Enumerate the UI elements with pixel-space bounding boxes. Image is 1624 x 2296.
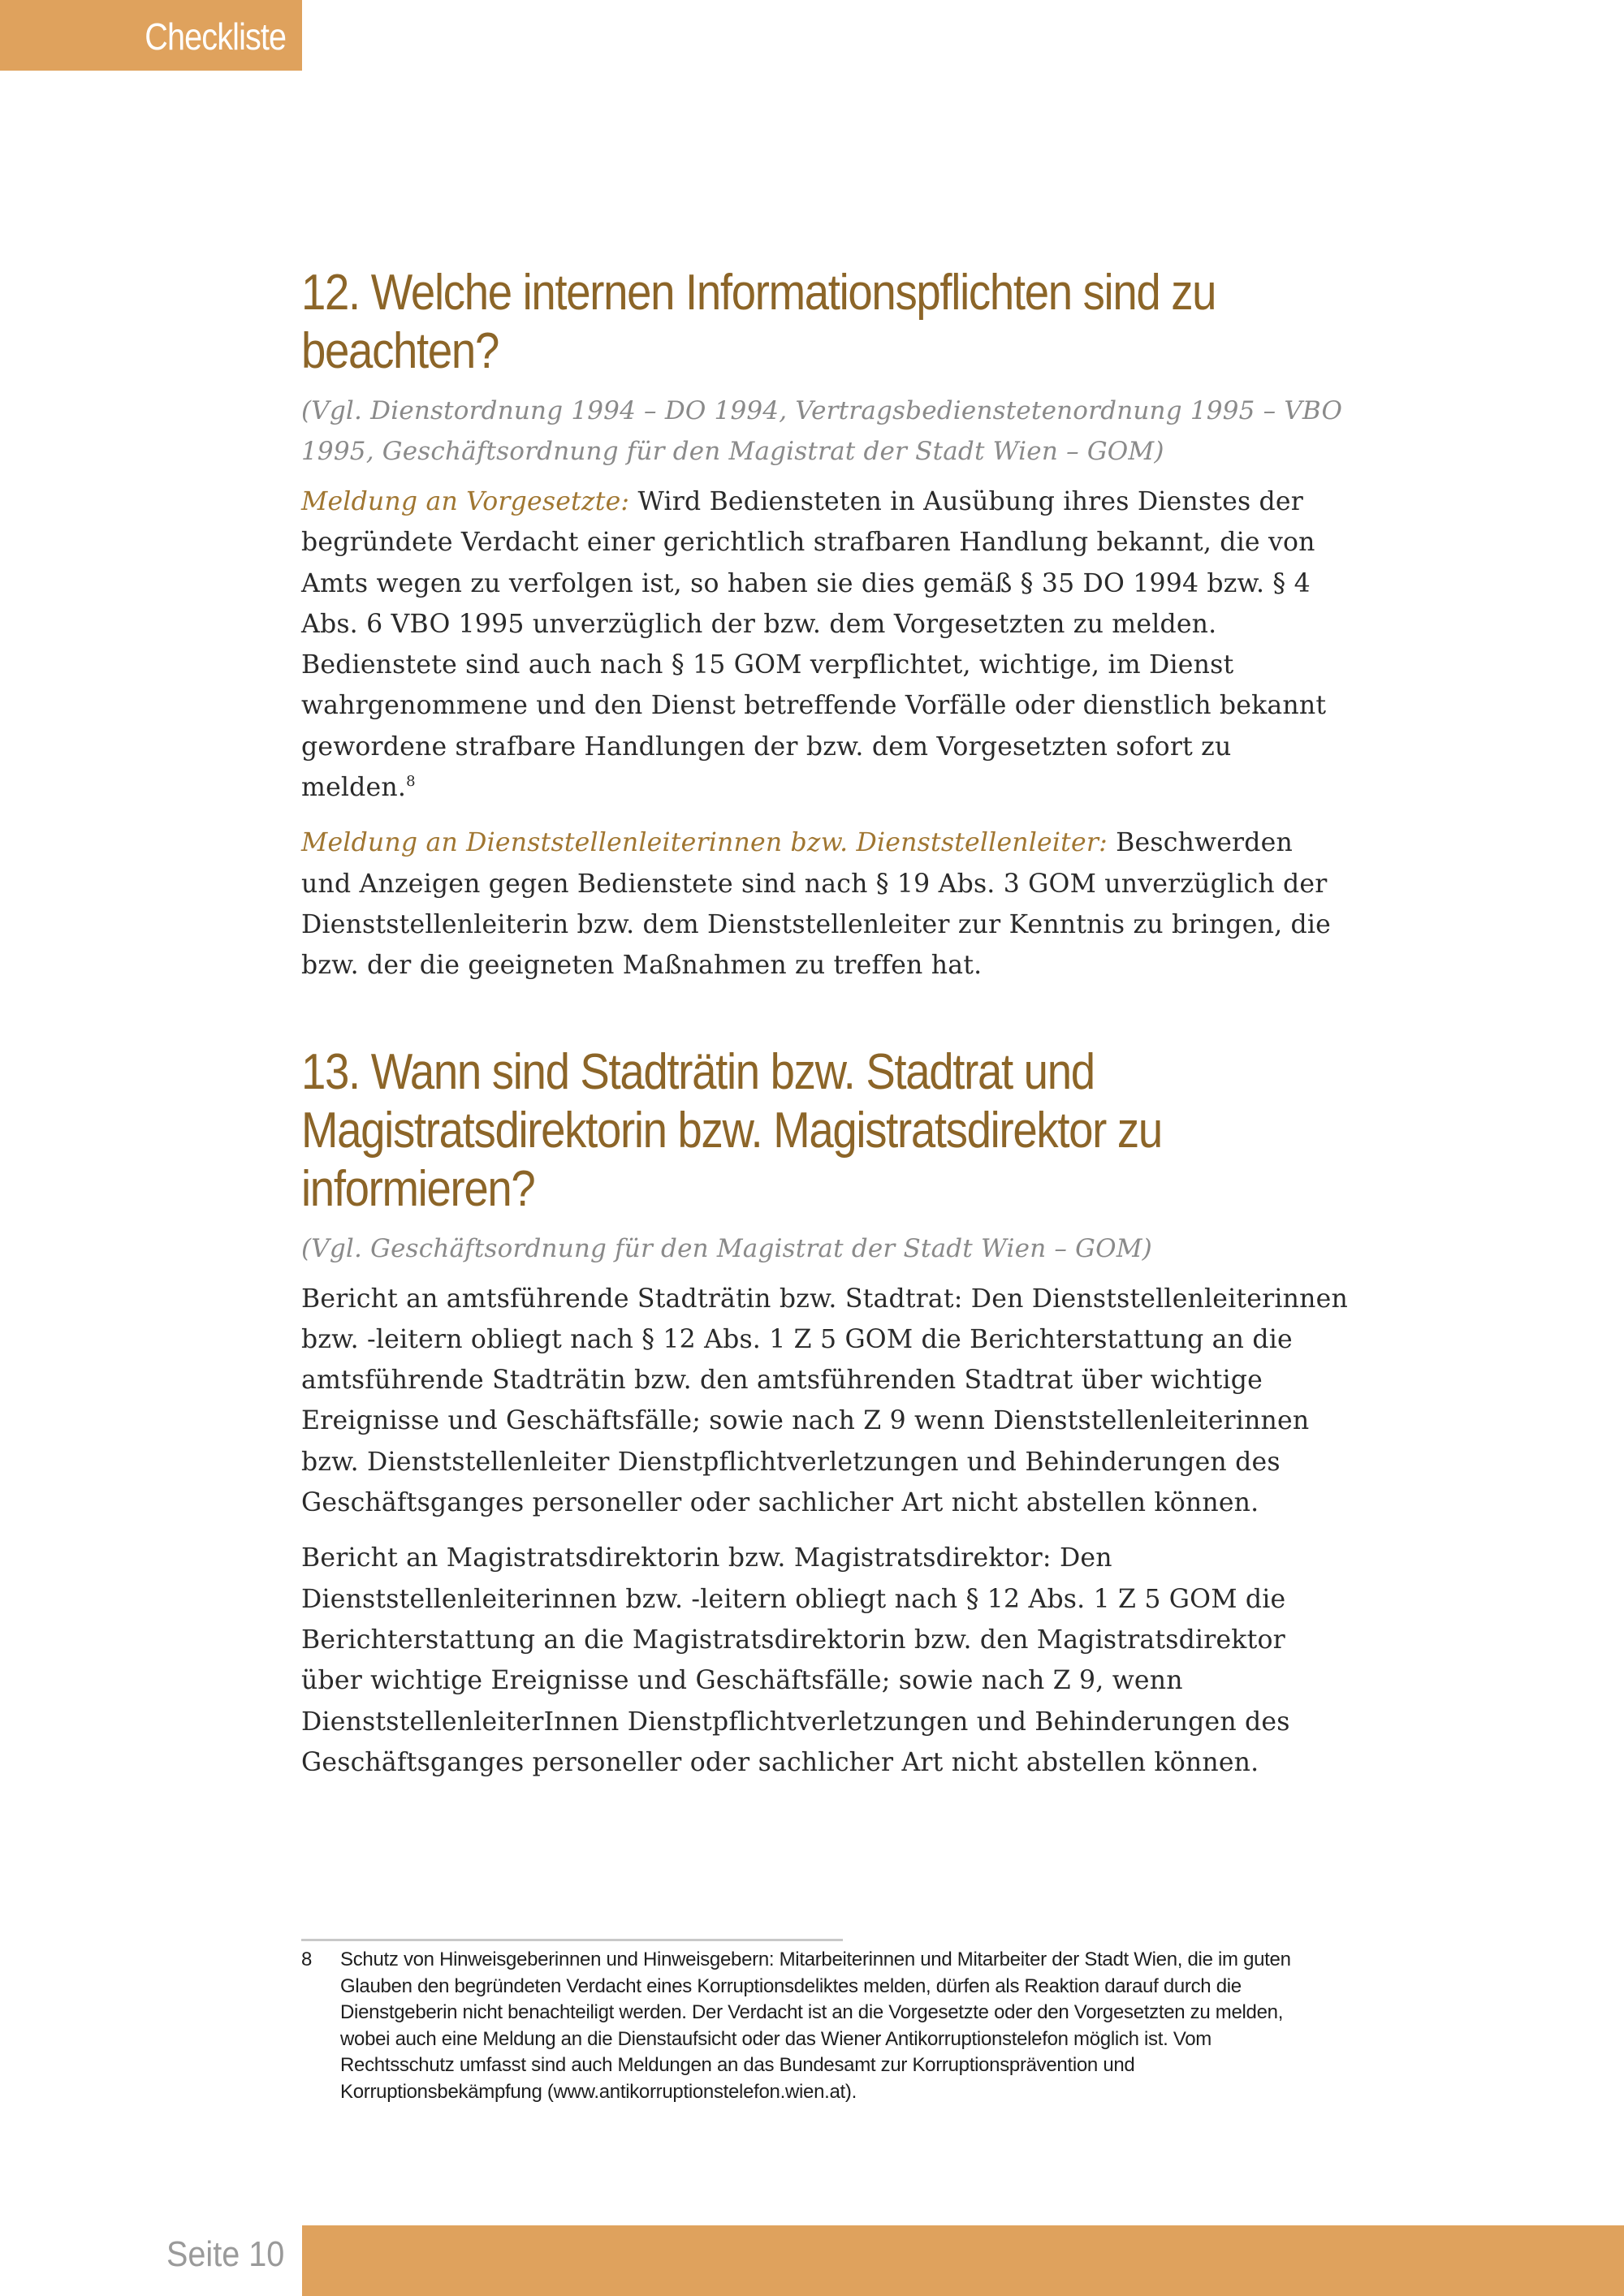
section-12-paragraph-1 xyxy=(301,481,1349,808)
section-12-paragraph-1-lead: Meldung an Vorgesetzte: xyxy=(301,487,630,516)
section-12-reference: (Vgl. Dienstordnung 1994 – DO 1994, Vertragsbedienstetenordnung 1995 – VBO 1995, Geschäftsordnung für den Magistrat der Stadt Wien – GOM) xyxy=(301,396,1343,466)
section-12-title: 12. Welche internen Informationspflichten sind zu beachten? xyxy=(301,265,1216,379)
main-content xyxy=(301,264,1349,1798)
section-13-reference: (Vgl. Geschäftsordnung für den Magistrat der Stadt Wien – GOM) xyxy=(301,1233,1152,1263)
section-12-paragraph-2 xyxy=(301,822,1349,986)
page-number: Seite 10 xyxy=(166,2234,285,2274)
footnote-reference: 8 xyxy=(406,773,416,791)
section-12 xyxy=(301,264,1349,986)
footnote-number: 8 xyxy=(301,1949,313,1970)
section-12-paragraph-1-text: Wird Bediensteten in Ausübung ihres Dienstes der begründete Verdacht einer gerichtlich strafbaren Handlung bekannt, die von Amts wegen zu verfolgen ist, so haben sie dies gemäß § 35 DO 1994 bzw. § 4 Abs. 6 VBO 1995 unverzüglich der bzw. dem Vorgesetzten zu melden. Bedienstete sind auch nach § 15 GOM verpflichtet, wichtige, im Dienst wahrgenommene und den Dienst betreffende Vorfälle oder dienstlich bekannt gewordene strafbare Handlungen der bzw. dem Vorgesetzten sofort zu melden. xyxy=(301,487,1327,803)
section-13 xyxy=(301,1043,1349,1784)
footnote xyxy=(301,1947,1316,2105)
footer-bar xyxy=(302,2225,1624,2296)
footnote-divider xyxy=(301,1939,843,1941)
header-tab-label: Checkliste xyxy=(145,15,286,58)
header-tab xyxy=(0,0,302,71)
section-13-title: 13. Wann sind Stadträtin bzw. Stadtrat und Magistratsdirektorin bzw. Magistratsdirektor zu informieren? xyxy=(301,1043,1162,1217)
section-13-paragraph-1: Bericht an amtsführende Stadträtin bzw. Stadtrat: Den Dienststellenleiterinnen bzw. -leitern obliegt nach § 12 Abs. 1 Z 5 GOM die Berichterstattung an die amtsführende Stadträtin bzw. den amtsführenden Stadtrat über wichtige Ereignisse und Geschäftsfälle; sowie nach Z 9 wenn Dienststellenleiterinnen bzw. Dienststellenleiter Dienstpflichtverletzungen und Behinderungen des Geschäftsganges personeller oder sachlicher Art nicht abstellen können. xyxy=(301,1284,1348,1518)
section-12-paragraph-2-text: Beschwerden und Anzeigen gegen Bedienstete sind nach § 19 Abs. 3 GOM unverzüglich der Dienststellenleiterin bzw. dem Dienststellenleiter zur Kenntnis zu bringen, die bzw. der die geeigneten Maßnahmen zu treffen hat. xyxy=(301,828,1331,981)
section-13-paragraph-2: Bericht an Magistratsdirektorin bzw. Magistratsdirektor: Den Dienststellenleiterinnen bzw. -leitern obliegt nach § 12 Abs. 1 Z 5 GOM die Berichterstattung an die Magistratsdirektorin bzw. den Magistratsdirektor über wichtige Ereignisse und Geschäftsfälle; sowie nach Z 9, wenn DienststellenleiterInnen Dienstpflichtverletzungen und Behinderungen des Geschäftsganges personeller oder sachlicher Art nicht abstellen können. xyxy=(301,1543,1290,1777)
footnote-text: Schutz von Hinweisgeberinnen und Hinweisgebern: Mitarbeiterinnen und Mitarbeiter der Stadt Wien, die im guten Glauben den begründeten Verdacht eines Korruptionsdeliktes melden, dürfen als Reaktion darauf durch die Dienstgeberin nicht benachteiligt werden. Der Verdacht ist an die Vorgesetzte oder den Vorgesetzten zu melden, wobei auch eine Meldung an die Dienstaufsicht oder das Wiener Antikorruptionstelefon möglich ist. Vom Rechtsschutz umfasst sind auch Meldungen an das Bundesamt zur Korruptionsprävention und Korruptionsbekämpfung (www.antikorruptionstelefon.wien.at). xyxy=(340,1949,1291,2103)
section-12-paragraph-2-lead: Meldung an Dienststellenleiterinnen bzw. Dienststellenleiter: xyxy=(301,828,1108,858)
